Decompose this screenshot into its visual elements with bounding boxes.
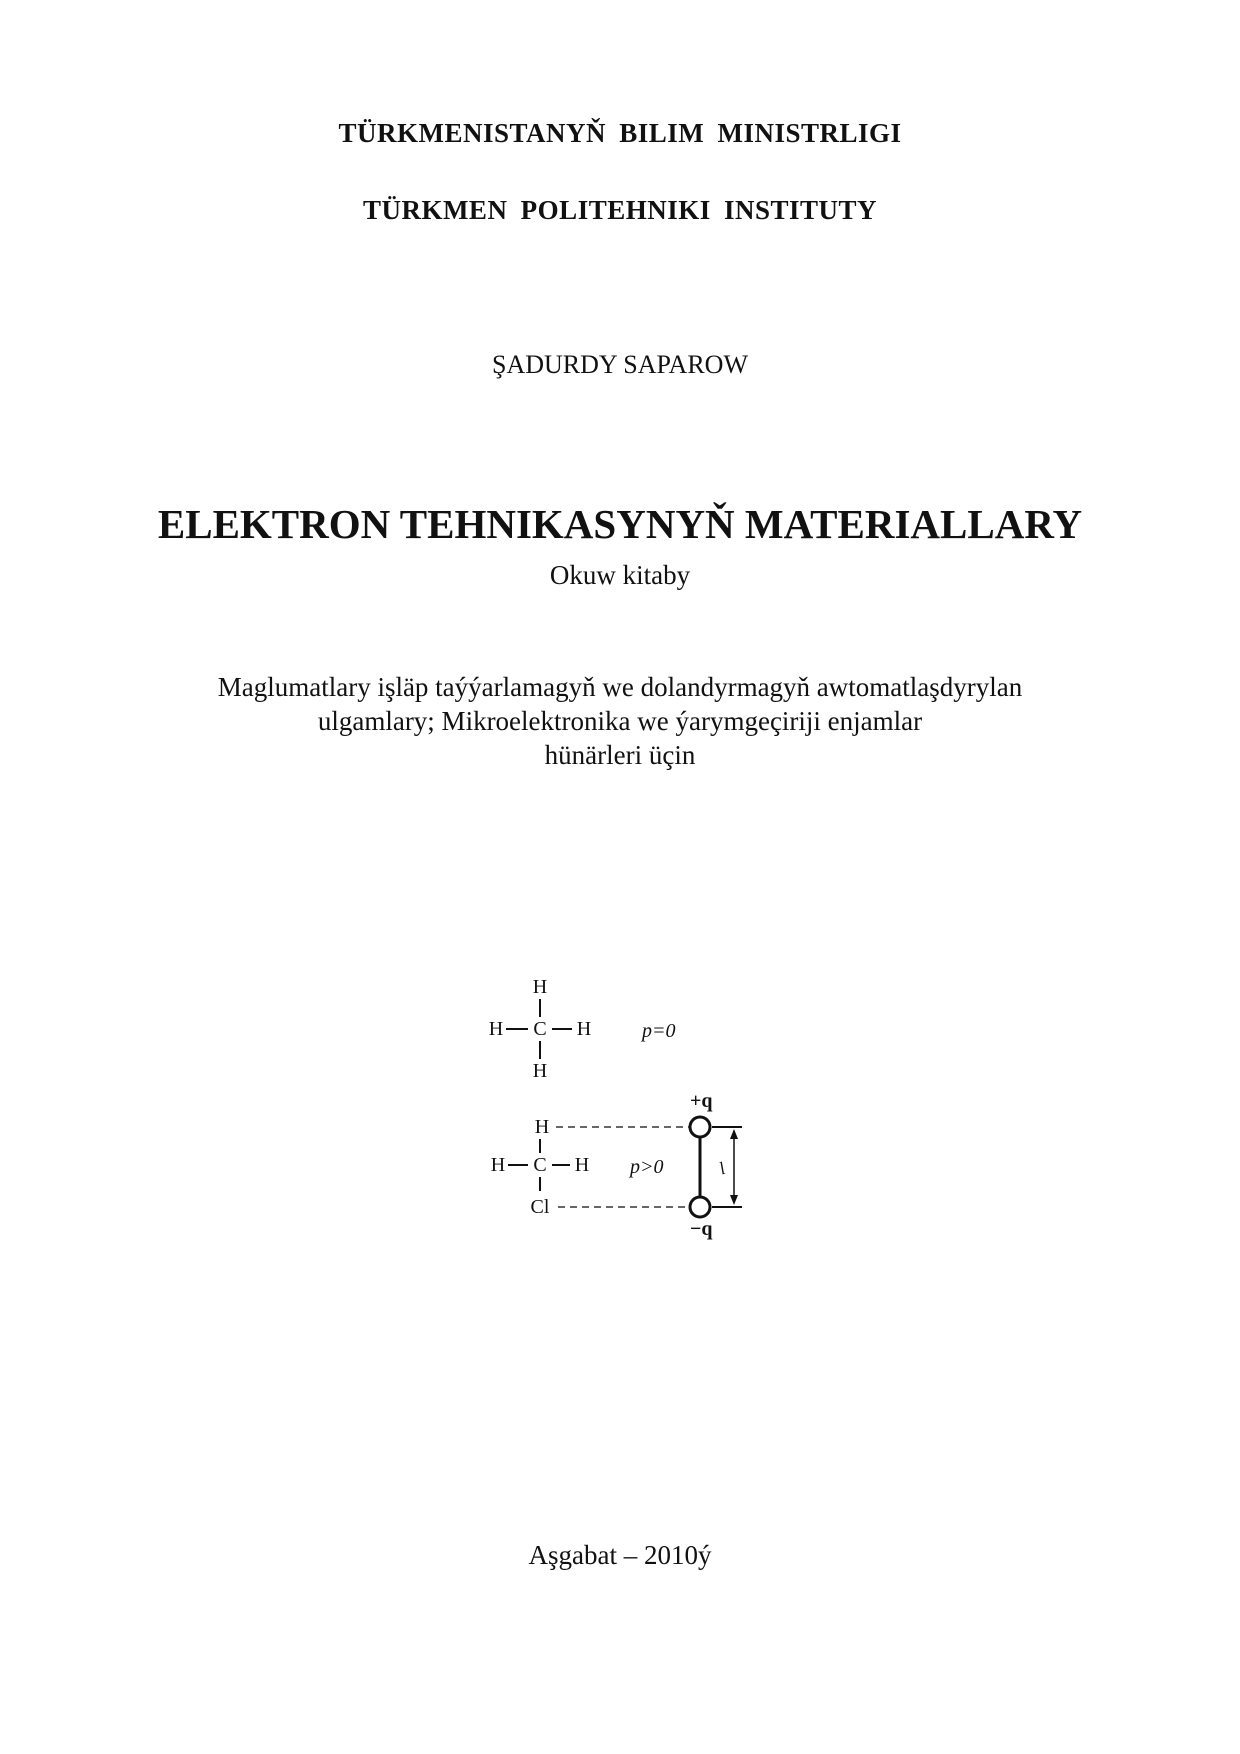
institute-heading: TÜRKMEN POLITEHNIKI INSTITUTY: [362, 195, 878, 225]
methane-right-h: H: [576, 1018, 592, 1040]
methane-bottom-h: H: [532, 1060, 548, 1082]
book-title: ELEKTRON TEHNIKASYNYŇ MATERIALLARY: [157, 501, 1083, 547]
purpose-line-2: ulgamlary; Mikroelektronika we ýarymgeçiriji enjamlar: [317, 706, 923, 736]
chloromethane-molecule: [491, 1090, 742, 1240]
dimension-arrow-top: [730, 1129, 738, 1139]
negative-charge-label: −q: [690, 1218, 713, 1240]
ministry-heading: TÜRKMENISTANYŇ BILIM MINISTRLIGI: [338, 118, 902, 148]
book-subtitle: Okuw kitaby: [549, 560, 691, 590]
dipole-moment-diagram: [480, 965, 800, 1275]
purpose-line-3: hünärleri üçin: [544, 740, 696, 770]
chloromethane-carbon: C: [533, 1154, 547, 1176]
methane-moment-label: p=0: [642, 1020, 676, 1042]
positive-charge-label: +q: [690, 1090, 713, 1112]
chloromethane-right-h: H: [574, 1154, 590, 1176]
chloromethane-bottom-cl: Cl: [530, 1196, 550, 1218]
purpose-line-1: Maglumatlary işläp taýýarlamagyň we dolandyrmagyň awtomatlaşdyrylan: [217, 672, 1023, 702]
methane-top-h: H: [532, 976, 548, 998]
purpose-text: [0, 670, 1240, 772]
methane-molecule: [489, 976, 676, 1082]
chloromethane-left-h: H: [490, 1154, 506, 1176]
author-name: ŞADURDY SAPAROW: [492, 350, 748, 379]
negative-charge-sphere: [690, 1197, 710, 1217]
city-year: Aşgabat – 2010ý: [528, 1540, 712, 1570]
dimension-arrow-bottom: [730, 1195, 738, 1205]
methane-carbon: C: [533, 1018, 547, 1040]
methane-left-h: H: [488, 1018, 504, 1040]
chloromethane-moment-label: p>0: [630, 1156, 664, 1178]
positive-charge-sphere: [690, 1117, 710, 1137]
chloromethane-top-h: H: [534, 1116, 550, 1138]
length-label: l: [716, 1157, 728, 1179]
dipole-moment-figure: [480, 965, 800, 1275]
